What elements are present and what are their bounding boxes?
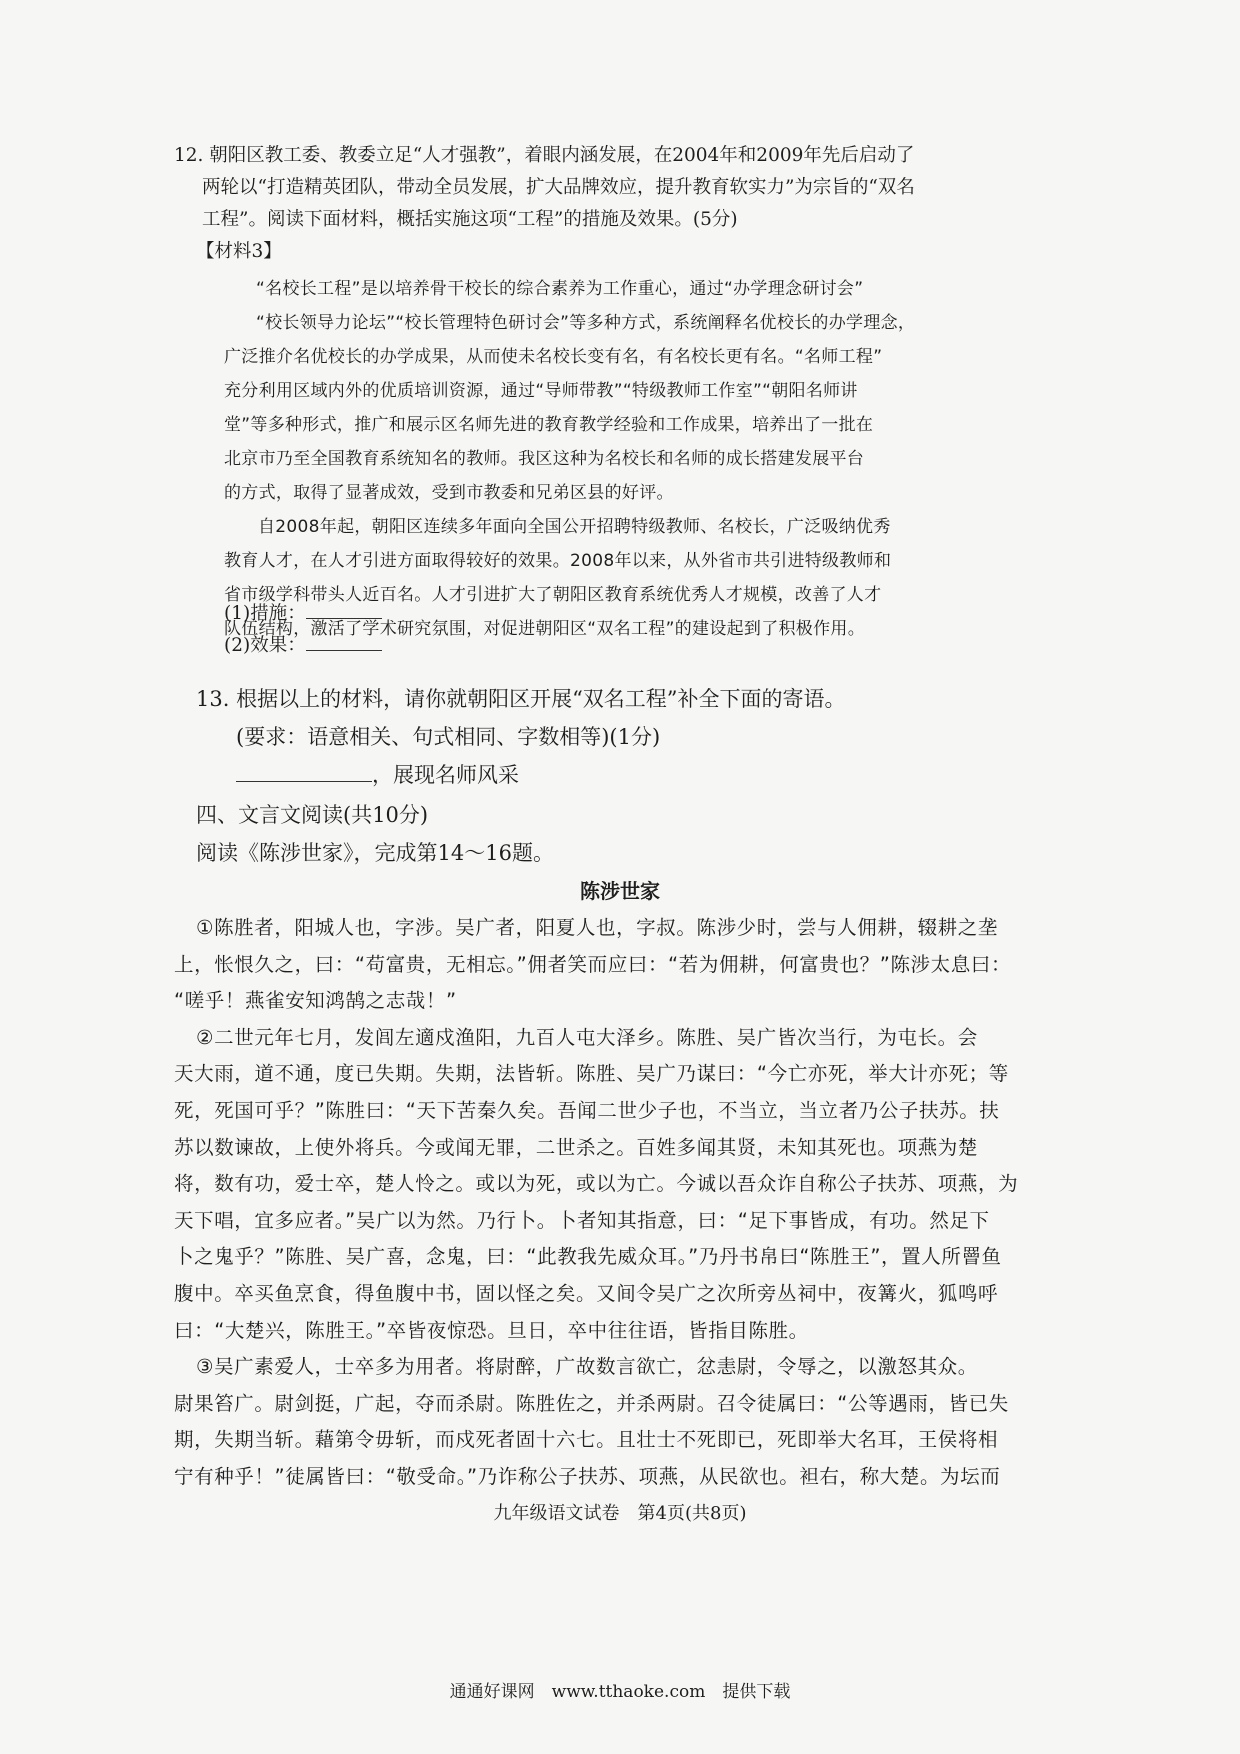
q12-line: 两轮以“打造精英团队，带动全员发展，扩大品牌效应，提升教育软实力”为宗旨的“双名 [202,177,915,198]
q12-answers [0,598,1240,662]
material-line: 北京市乃至全国教育系统知名的教师。我区这种为名校长和名师的成长搭建发展平台 [224,449,865,469]
material-line: 的方式，取得了显著成效，受到市教委和兄弟区县的好评。 [224,483,674,503]
passage-line: 腹中。卒买鱼烹食，得鱼腹中书，固以怪之矣。又间令吴广之次所旁丛祠中，夜篝火，狐鸣呼 [174,1281,999,1305]
page-footer: 九年级语文试卷 第4页(共8页) [493,1503,747,1524]
q13-fill-text: ，展现名师风采 [372,763,519,787]
download-note: 通通好课网 www.tthaoke.com 提供下载 [449,1682,791,1702]
material-line: 广泛推介名优校长的办学成果，从而使未名校长变有名，有名校长更有名。“名师工程” [224,347,883,367]
passage-line: 苏以数谏故，上使外将兵。今或闻无罪，二世杀之。百姓多闻其贤，未知其死也。项燕为楚 [174,1135,979,1159]
section-heading: 四、文言文阅读(共10分) [196,803,429,827]
passage-line: ①陈胜者，阳城人也，字涉。吴广者，阳夏人也，字叔。陈涉少时，尝与人佣耕，辍耕之垄 [196,916,998,939]
material-line: 充分利用区域内外的优质培训资源，通过“导师带教”“特级教师工作室”“朝阳名师讲 [224,381,858,401]
material-line: 堂”等多种形式，推广和展示区名师先进的教育教学经验和工作成果，培养出了一批在 [224,415,874,435]
passage-body [0,910,1240,1496]
section-4 [0,796,1240,872]
answer-measures-blank[interactable] [306,617,382,619]
material-line: “校长领导力论坛”“校长管理特色研讨会”等多种方式，系统阐释名优校长的办学理念， [256,313,916,333]
q12-line: 工程”。阅读下面材料，概括实施这项“工程”的措施及效果。(5分) [202,209,738,230]
material-line: 省市级学科带头人近百名。人才引进扩大了朝阳区教育系统优秀人才规模，改善了人才 [224,585,882,605]
material-3 [0,272,1240,646]
passage-line: 期，失期当斩。藉第令毋斩，而戍死者固十六七。且壮士不死即已，死即举大名耳，王侯将相 [174,1428,999,1452]
passage-title: 陈涉世家 [580,879,660,903]
passage-line: 宁有种乎！”徒属皆曰：“敬受命。”乃诈称公子扶苏、项燕，从民欲也。袒右，称大楚。为坛而 [174,1464,1001,1488]
question-12 [0,140,1240,268]
answer-effects-blank[interactable] [306,649,382,651]
material-label: 【材料3】 [196,241,282,262]
passage-line: “嗟乎！燕雀安知鸿鹄之志哉！” [174,989,457,1013]
q13-line: 13. 根据以上的材料，请你就朝阳区开展“双名工程”补全下面的寄语。 [196,687,846,711]
answer-effects-label: (2)效果： [224,635,306,656]
answer-measures [0,598,1240,630]
passage-line: 曰：“大楚兴，陈胜王。”卒皆夜惊恐。旦日，卒中往往语，皆指目陈胜。 [174,1318,809,1342]
question-13 [0,680,1240,794]
q13-requirement: (要求：语意相关、句式相同、字数相等)(1分) [236,725,661,749]
passage-line: ②二世元年七月，发闾左適戍渔阳，九百人屯大泽乡。陈胜、吴广皆次当行，为屯长。会 [196,1025,978,1049]
answer-measures-label: (1)措施： [224,603,306,624]
material-line: 教育人才，在人才引进方面取得较好的效果。2008年以来，从外省市共引进特级教师和 [224,551,892,571]
answer-effects [0,630,1240,662]
passage-line: ③吴广素爱人，士卒多为用者。将尉醉，广故数言欲亡，忿恚尉，令辱之，以激怒其众。 [196,1355,978,1379]
material-line: 自2008年起，朝阳区连续多年面向全国公开招聘特级教师、名校长，广泛吸纳优秀 [258,517,891,537]
q13-blank[interactable] [236,780,372,782]
passage-line: 天下唱，宜多应者。”吴广以为然。乃行卜。卜者知其指意，曰：“足下事皆成，有功。然足下 [174,1208,990,1232]
passage-line: 死，死国可乎？”陈胜曰：“天下苦秦久矣。吾闻二世少子也，不当立，当立者乃公子扶苏。扶 [174,1098,1000,1122]
passage-line: 尉果笞广。尉剑挺，广起，夺而杀尉。陈胜佐之，并杀两尉。召令徒属曰：“公等遇雨，皆已失 [174,1391,1009,1415]
passage-line: 将，数有功，爱士卒，楚人怜之。或以为死，或以为亡。今诚以吾众诈自称公子扶苏、项燕，为 [174,1172,1019,1196]
q13-fill-line [0,756,1240,794]
passage-line: 上，怅恨久之，曰：“苟富贵，无相忘。”佣者笑而应曰：“若为佣耕，何富贵也？”陈涉太息曰： [174,952,1012,976]
material-line: “名校长工程”是以培养骨干校长的综合素养为工作重心，通过“办学理念研讨会” [256,279,864,299]
passage-line: 卜之鬼乎？”陈胜、吴广喜，念鬼，曰：“此教我先威众耳。”乃丹书帛曰“陈胜王”，置人所罾鱼 [174,1245,1002,1269]
passage-line: 天大雨，道不通，度已失期。失期，法皆斩。陈胜、吴广乃谋曰：“今亡亦死，举大计亦死；等 [174,1062,1009,1086]
section-instruction: 阅读《陈涉世家》，完成第14～16题。 [196,841,554,865]
q12-line: 12. 朝阳区教工委、教委立足“人才强教”，着眼内涵发展，在2004年和2009年先后启动了 [174,145,915,166]
material-line: 队伍结构，激活了学术研究氛围，对促进朝阳区“双名工程”的建设起到了积极作用。 [224,619,866,639]
